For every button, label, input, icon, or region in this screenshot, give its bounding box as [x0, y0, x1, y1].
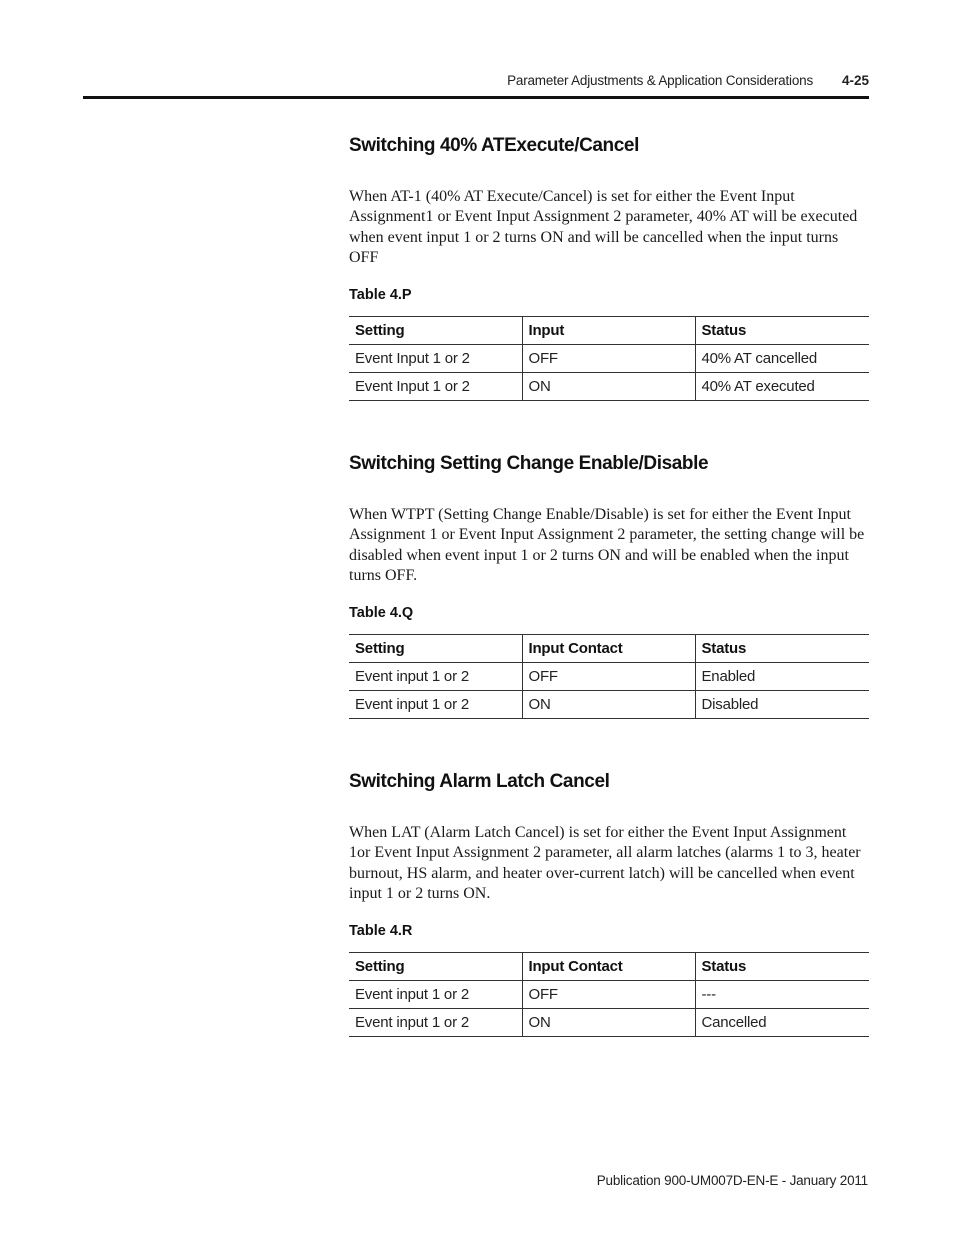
table-header-cell: Setting: [349, 317, 522, 345]
footer-publication: Publication 900-UM007D-EN-E - January 2011: [596, 1173, 868, 1188]
table-cell: OFF: [522, 981, 695, 1009]
table-cell: Event input 1 or 2: [349, 981, 522, 1009]
table-cell: OFF: [522, 345, 695, 373]
table-header-cell: Setting: [349, 953, 522, 981]
table-header-cell: Status: [695, 635, 869, 663]
header-rule: [83, 96, 869, 99]
table-header-cell: Setting: [349, 635, 522, 663]
table-header-cell: Input Contact: [522, 953, 695, 981]
section-paragraph-alarm-latch: When LAT (Alarm Latch Cancel) is set for either the Event Input Assignment 1or Event Input Assignment 2 parameter, all alarm latches (alarms 1 to 3, heater burnout, HS alarm, and heater over-current latch) will be cancelled when event input 1 or 2 turns ON.: [349, 824, 861, 902]
table-4r: [349, 952, 869, 1037]
table-caption-4p: Table 4.P: [349, 287, 412, 303]
table-cell: Cancelled: [695, 1009, 869, 1037]
table-cell: ON: [522, 1009, 695, 1037]
table-cell: 40% AT executed: [695, 373, 869, 401]
table-row: [349, 663, 869, 691]
section-paragraph-at-execute: When AT-1 (40% AT Execute/Cancel) is set for either the Event Input Assignment1 or Event Input Assignment 2 parameter, 40% AT will be executed when event input 1 or 2 turns ON and will be cancelled when the input turns OFF: [349, 188, 858, 266]
table-header-cell: Status: [695, 317, 869, 345]
page-number: 4-25: [841, 73, 869, 88]
table-cell: ON: [522, 691, 695, 719]
section-title-setting-change: Switching Setting Change Enable/Disable: [349, 453, 709, 474]
table-4q: [349, 634, 869, 719]
table-caption-4q: Table 4.Q: [349, 605, 414, 621]
table-caption-4r: Table 4.R: [349, 923, 413, 939]
table-header-cell: Status: [695, 953, 869, 981]
table-cell: Event Input 1 or 2: [349, 345, 522, 373]
table-header-row: [349, 317, 869, 345]
table-cell: Event input 1 or 2: [349, 1009, 522, 1037]
table-cell: Enabled: [695, 663, 869, 691]
table-cell: 40% AT cancelled: [695, 345, 869, 373]
table-cell: OFF: [522, 663, 695, 691]
table-row: [349, 1009, 869, 1037]
table-header-row: [349, 635, 869, 663]
table-cell: Event input 1 or 2: [349, 663, 522, 691]
table-header-cell: Input: [522, 317, 695, 345]
table-row: [349, 691, 869, 719]
table-cell: Disabled: [695, 691, 869, 719]
table-header-cell: Input Contact: [522, 635, 695, 663]
table-row: [349, 373, 869, 401]
table-cell: Event input 1 or 2: [349, 691, 522, 719]
section-title-at-execute: Switching 40% ATExecute/Cancel: [349, 135, 639, 156]
table-cell: ---: [695, 981, 869, 1009]
table-row: [349, 345, 869, 373]
section-paragraph-setting-change: When WTPT (Setting Change Enable/Disable) is set for either the Event Input Assignment 1 or Event Input Assignment 2 parameter, the setting change will be disabled when event input 1 or 2 turns ON and will be enabled when the input turns OFF.: [349, 506, 865, 584]
table-header-row: [349, 953, 869, 981]
table-cell: Event Input 1 or 2: [349, 373, 522, 401]
section-title-alarm-latch: Switching Alarm Latch Cancel: [349, 771, 610, 792]
table-row: [349, 981, 869, 1009]
page-header-title: Parameter Adjustments & Application Considerations: [507, 73, 813, 88]
table-cell: ON: [522, 373, 695, 401]
table-4p: [349, 316, 869, 401]
